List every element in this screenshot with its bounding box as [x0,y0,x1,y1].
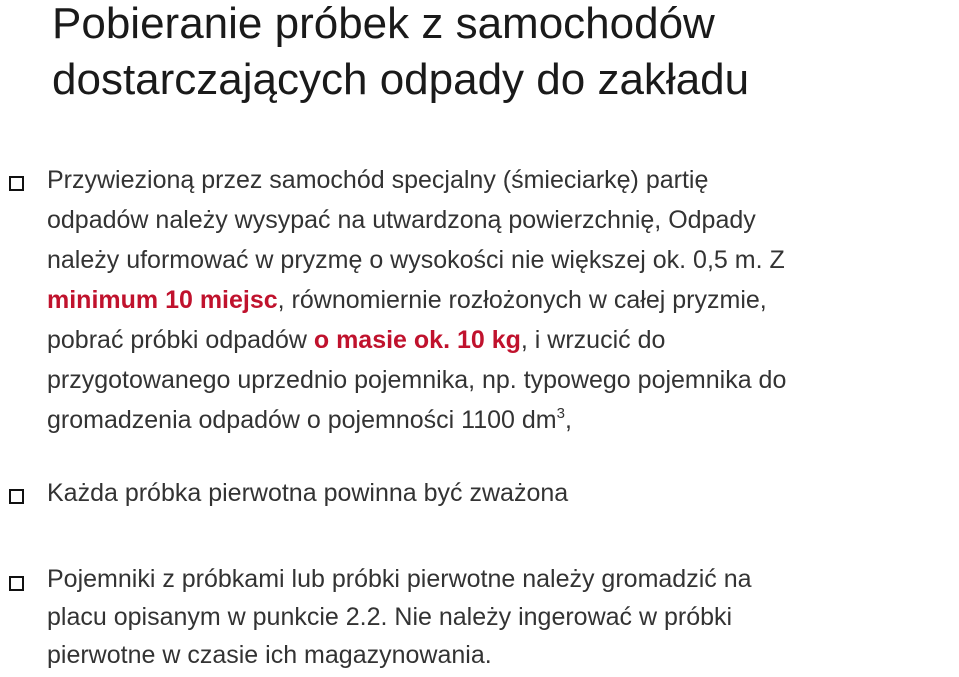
bullet-1-line-5-pre: pobrać próbki odpadów [47,326,314,354]
bullet-3-line-3: pierwotne w czasie ich magazynowania. [47,641,492,669]
bullet-1-line-1: Przywiezioną przez samochód specjalny (śmieciarkę) partię [47,166,709,194]
bullet-1-line-2: odpadów należy wysypać na utwardzoną powierzchnię, Odpady [47,206,756,234]
highlight-minimum-places: minimum 10 miejsc [47,286,278,314]
highlight-mass: o masie ok. 10 kg [313,326,521,354]
bullet-1-line-3: należy uformować w pryzmę o wysokości nie większej ok. 0,5 m. Z [47,246,785,274]
superscript-exponent: 3 [556,405,565,422]
bullet-1-line-7 [47,400,957,440]
bullet-text-3 [47,560,957,674]
bullet-3-line-1: Pojemniki z próbkami lub próbki pierwotne należy gromadzić na [47,565,752,593]
bullet-1-line-7-pre: gromadzenia odpadów o pojemności 1100 dm [47,406,557,434]
bullet-1-line-4-rest: , równomiernie rozłożonych w całej pryzmie, [277,286,767,314]
bullet-1-line-7-post: , [564,406,572,434]
slide-title-line-2: dostarczających odpady do zakładu [52,55,750,104]
bullet-1-line-6: przygotowanego uprzednio pojemnika, np. typowego pojemnika do [47,366,787,394]
checkbox-icon [9,176,24,191]
slide-title [52,0,952,108]
bullet-text-1 [47,160,957,440]
bullet-1-line-5-rest: , i wrzucić do [520,326,666,354]
bullet-1-line-4 [47,280,957,320]
checkbox-icon [9,489,24,504]
slide-title-line-1: Pobieranie próbek z samochodów [52,0,715,48]
bullet-text-2 [47,473,957,513]
bullet-1-line-5 [47,320,957,360]
checkbox-icon [9,576,24,591]
bullet-3-line-2: placu opisanym w punkcie 2.2. Nie należy ingerować w próbki [47,603,733,631]
bullet-2-line-1: Każda próbka pierwotna powinna być zważona [47,479,569,507]
